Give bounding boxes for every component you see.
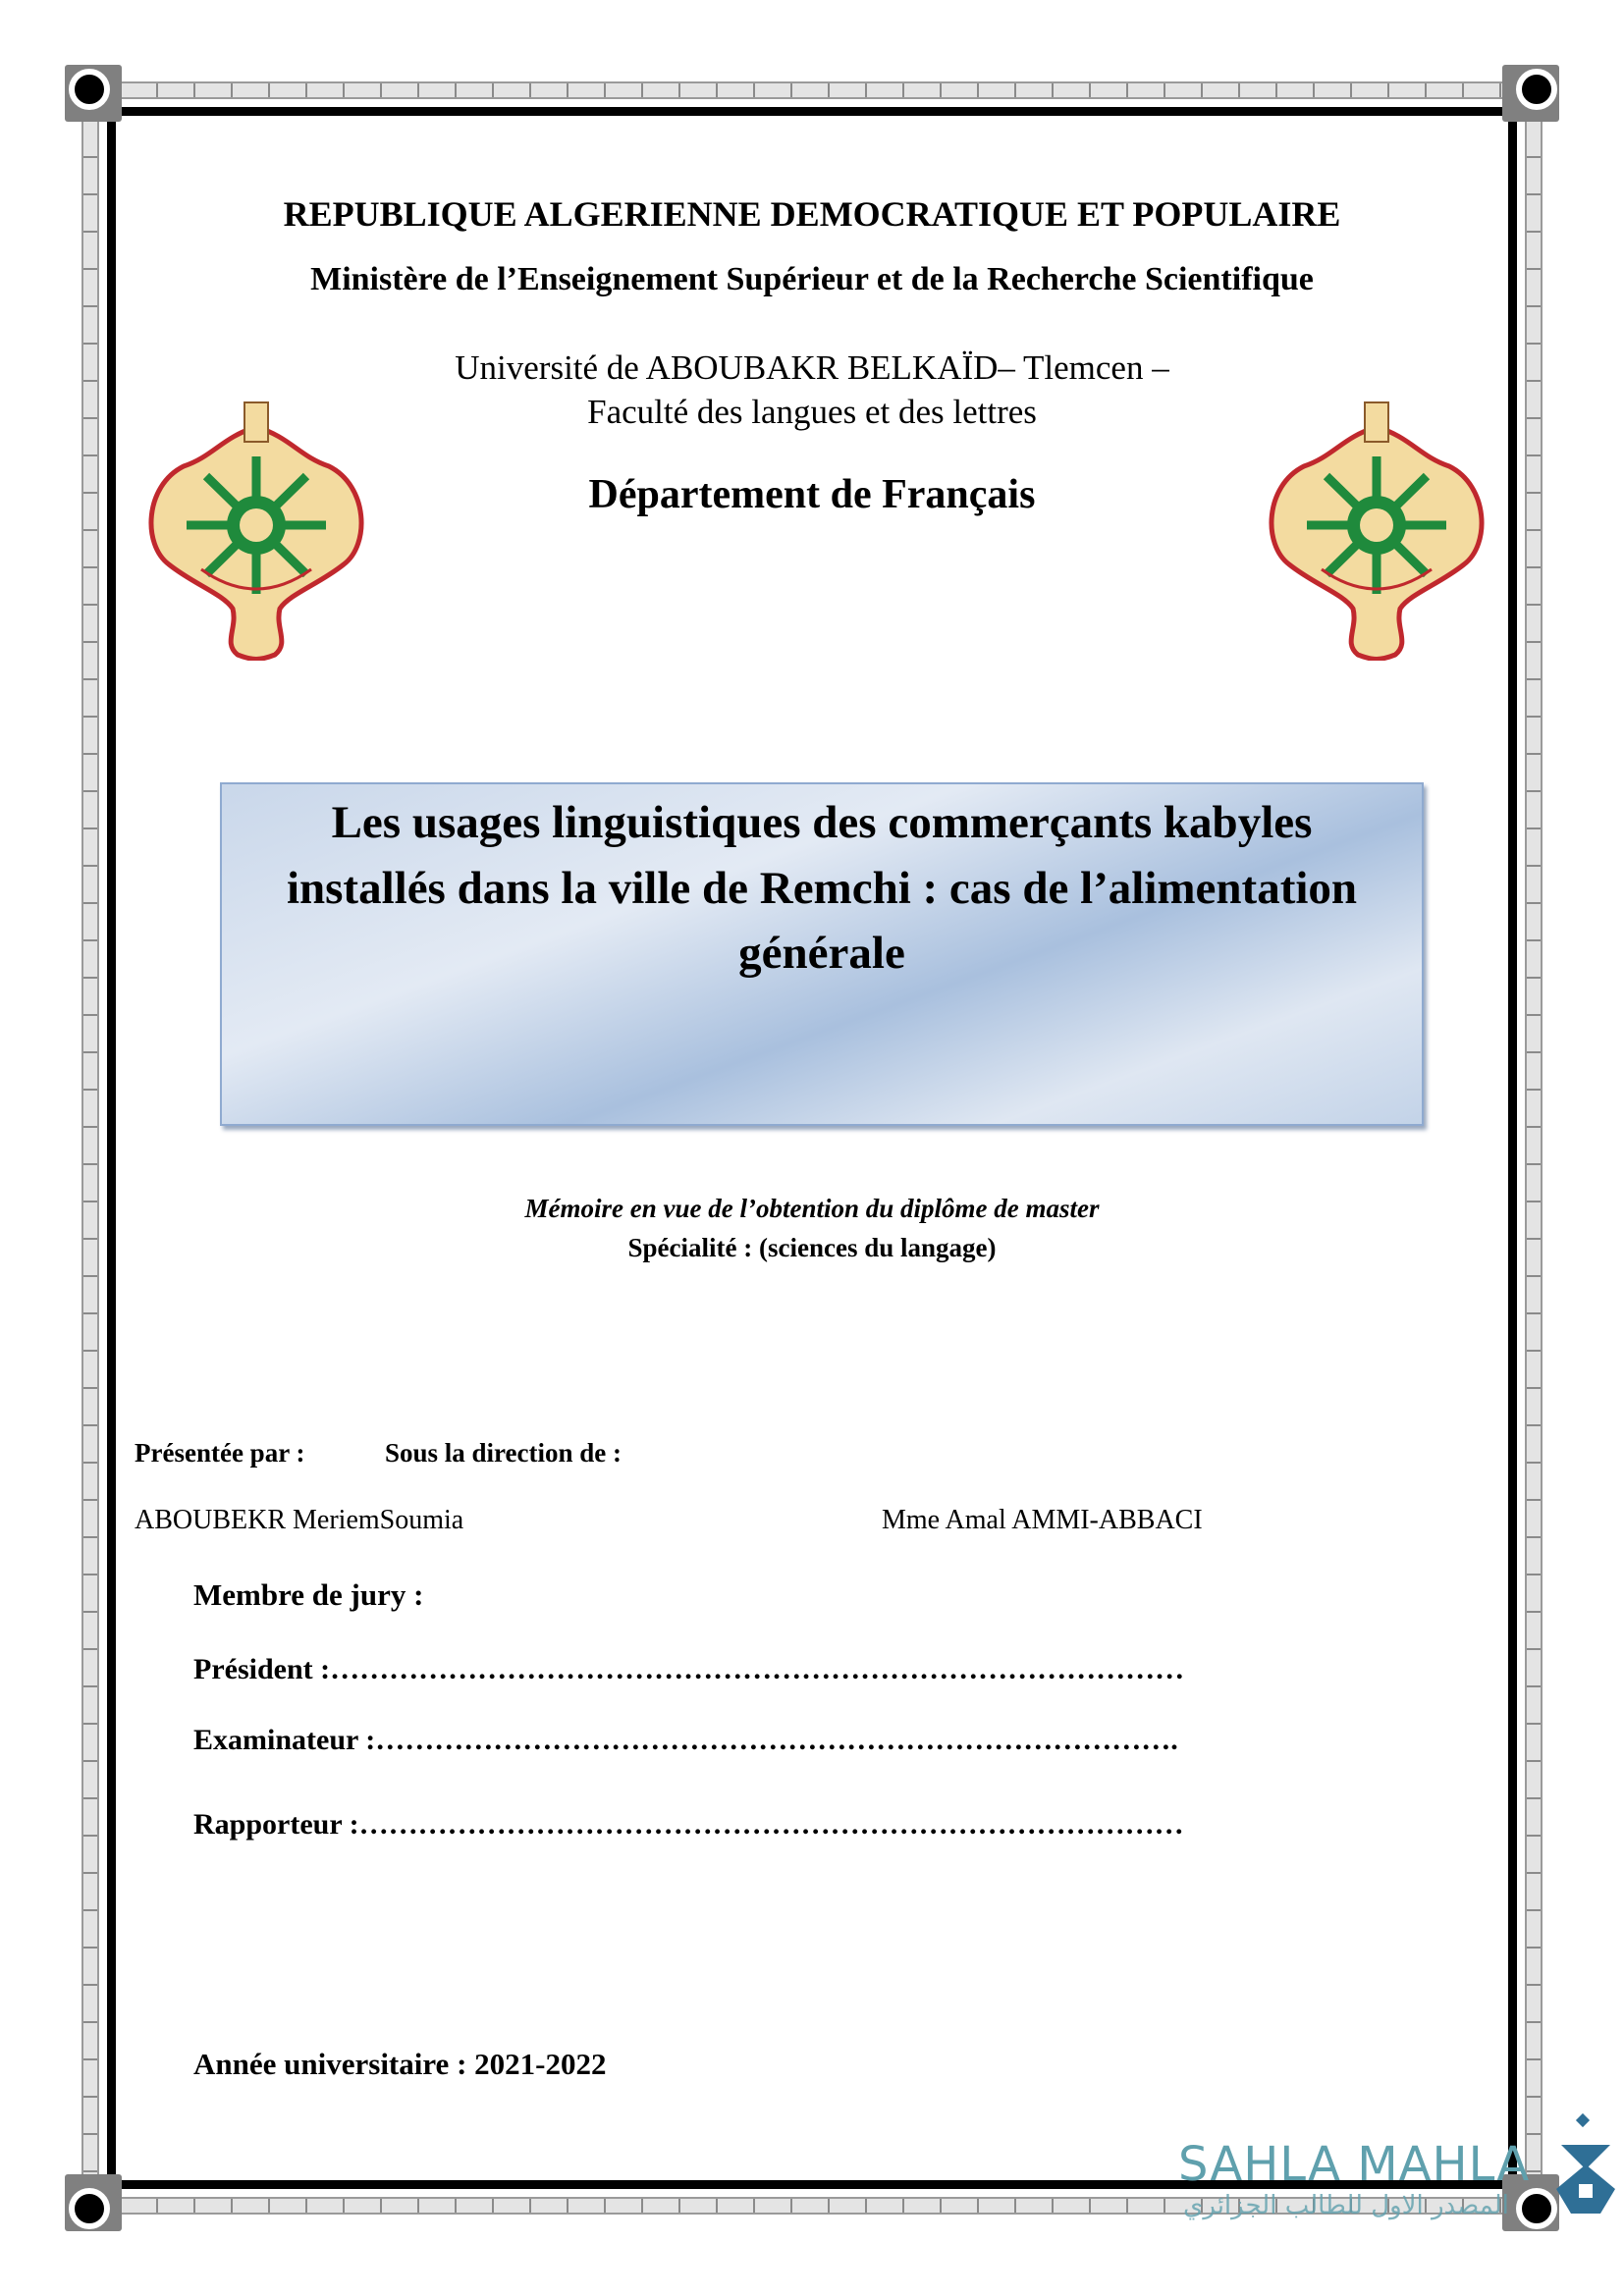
watermark-brand: SAHLA MAHLA bbox=[1178, 2137, 1531, 2192]
frame-top-line bbox=[108, 107, 1516, 116]
university-logo-right-icon bbox=[1263, 398, 1490, 661]
jury-heading: Membre de jury : bbox=[193, 1577, 424, 1612]
corner-ornament-icon bbox=[1502, 65, 1559, 122]
jury-president: Président :…………………………………………………………………………… bbox=[193, 1653, 1185, 1685]
faculty-name: Faculté des langues et des lettres bbox=[587, 393, 1037, 431]
thesis-purpose: Mémoire en vue de l’obtention du diplôme de master bbox=[524, 1194, 1100, 1223]
ministry-heading: Ministère de l’Enseignement Supérieur et de la Recherche Scientifique bbox=[310, 261, 1314, 297]
watermark-tagline: المصدر الاول للطالب الجزائري bbox=[1183, 2191, 1509, 2220]
jury-reporter: Rapporteur :………………………………………………………………………… bbox=[193, 1808, 1184, 1841]
thesis-title-box bbox=[220, 782, 1424, 1126]
thesis-title-line: Les usages linguistiques des commerçants kabyles bbox=[331, 797, 1313, 848]
student-name: ABOUBEKR MeriemSoumia bbox=[135, 1505, 464, 1535]
department-name: Département de Français bbox=[588, 472, 1036, 517]
thesis-title-line: générale bbox=[738, 928, 905, 979]
republic-heading: REPUBLIQUE ALGERIENNE DEMOCRATIQUE ET POPULAIRE bbox=[283, 194, 1341, 234]
jury-examiner: Examinateur :………………………………………………………………………. bbox=[193, 1724, 1178, 1756]
supervisor-label: Sous la direction de : bbox=[385, 1438, 623, 1468]
corner-ornament-icon bbox=[65, 65, 122, 122]
university-logo-left-icon bbox=[142, 398, 370, 661]
corner-ornament-icon bbox=[65, 2174, 122, 2231]
supervisor-name: Mme Amal AMMI-ABBACI bbox=[882, 1505, 1203, 1535]
academic-year: Année universitaire : 2021-2022 bbox=[193, 2047, 607, 2081]
university-name: Université de ABOUBAKR BELKAÏD– Tlemcen – bbox=[455, 348, 1169, 387]
watermark-logo-icon bbox=[1551, 2110, 1620, 2218]
presented-by-label: Présentée par : bbox=[135, 1438, 305, 1468]
frame-top-strip bbox=[81, 81, 1543, 99]
thesis-speciality: Spécialité : (sciences du langage) bbox=[627, 1233, 997, 1262]
thesis-title-line: installés dans la ville de Remchi : cas de l’alimentation bbox=[286, 863, 1358, 914]
